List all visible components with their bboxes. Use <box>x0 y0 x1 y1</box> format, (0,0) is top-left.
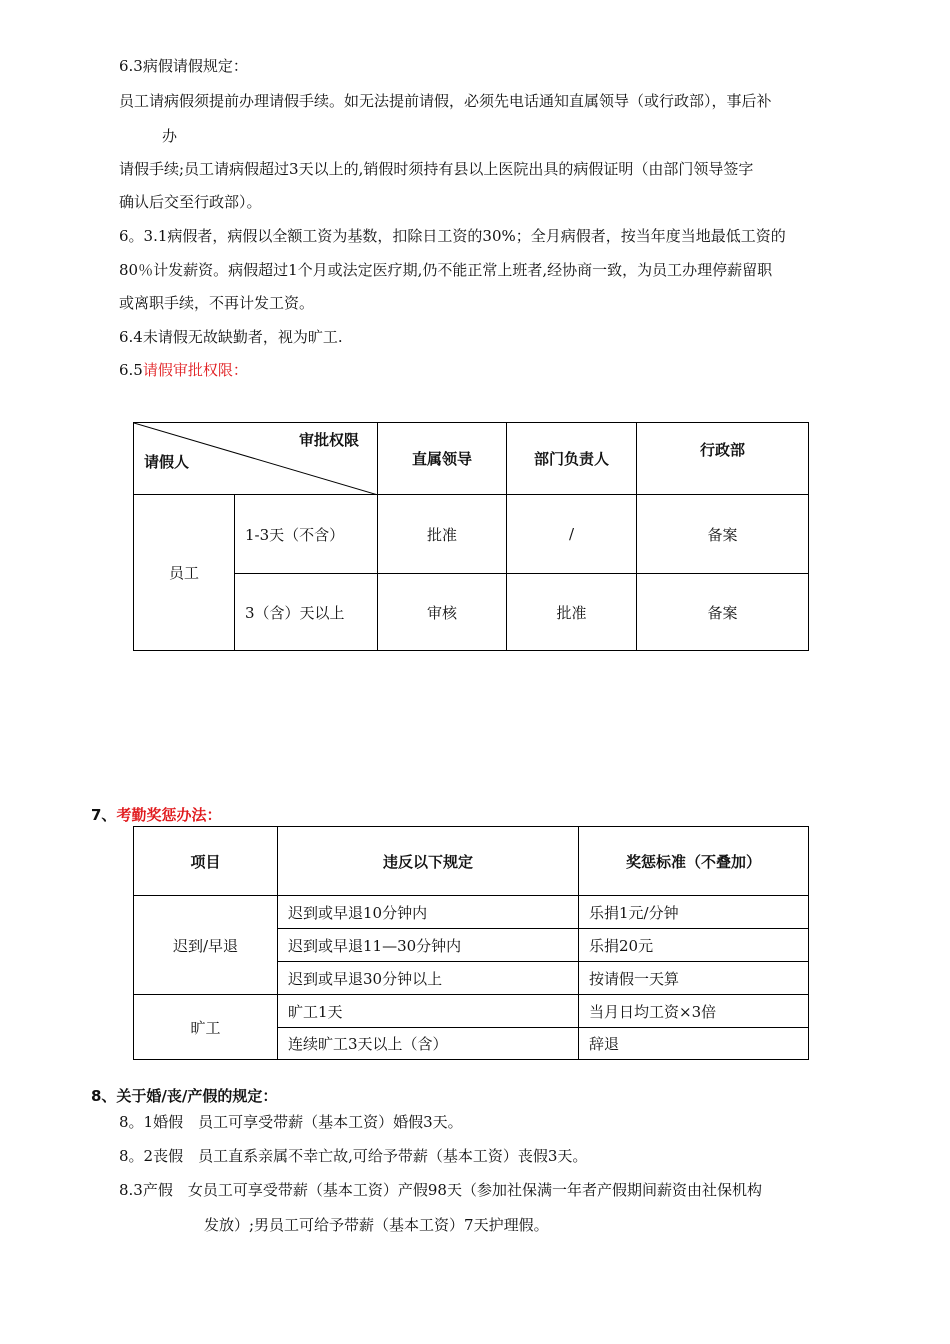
paragraph-line: 8。2丧假 员工直系亲属不幸亡故,可给予带薪（基本工资）丧假3天。 <box>119 1147 588 1165</box>
section-title: 考勤奖惩办法： <box>116 806 222 824</box>
section-title: 请假审批权限： <box>142 361 248 379</box>
table-cell: 备案 <box>637 495 809 574</box>
paragraph-line: 请假手续;员工请病假超过3天以上的,销假时须持有县以上医院出具的病假证明（由部门领导签字 <box>119 160 754 178</box>
paragraph-line: 或离职手续，不再计发工资。 <box>119 294 315 312</box>
section-number: 7、 <box>91 806 117 824</box>
row-group-label: 旷工 <box>134 995 278 1060</box>
paragraph-line: 发放）;男员工可给予带薪（基本工资）7天护理假。 <box>204 1216 549 1234</box>
row-group-label: 迟到/早退 <box>134 896 278 995</box>
standard-cell: 辞退 <box>579 1028 809 1060</box>
standard-cell: 当月日均工资×3倍 <box>579 995 809 1028</box>
table-cell: 审核 <box>378 574 507 651</box>
col-header: 奖惩标准（不叠加） <box>579 827 809 896</box>
standard-cell: 乐捐1元/分钟 <box>579 896 809 929</box>
col-header: 行政部 <box>637 423 809 495</box>
diag-bottom-label: 请假人 <box>144 453 190 471</box>
diag-top-label: 审批权限 <box>298 431 359 449</box>
col-header: 直属领导 <box>378 423 507 495</box>
row-group-label: 员工 <box>134 495 235 651</box>
col-header: 违反以下规定 <box>278 827 579 896</box>
paragraph-line: 办 <box>162 127 178 145</box>
paragraph-line: 员工请病假须提前办理请假手续。如无法提前请假，必须先电话通知直属领导（或行政部），事后补 <box>119 92 772 110</box>
table-cell: / <box>507 495 637 574</box>
rule-cell: 连续旷工3天以上（含） <box>278 1028 579 1060</box>
table-cell: 批准 <box>507 574 637 651</box>
section-6-3-title: 6.3病假请假规定： <box>119 57 248 75</box>
section-8-heading: 8、关于婚/丧/产假的规定： <box>91 1087 278 1105</box>
standard-cell: 按请假一天算 <box>579 962 809 995</box>
paragraph-line: 8.3产假 女员工可享受带薪（基本工资）产假98天（参加社保满一年者产假期间薪资由社保机构 <box>119 1181 762 1199</box>
section-6-5-heading <box>119 360 248 380</box>
rule-cell: 迟到或早退11—30分钟内 <box>278 929 579 962</box>
paragraph-line: 6。3.1病假者，病假以全额工资为基数，扣除日工资的30%；全月病假者，按当年度当地最低工资的 <box>119 227 786 245</box>
rule-cell: 迟到或早退10分钟内 <box>278 896 579 929</box>
paragraph-line: 8。1婚假 员工可享受带薪（基本工资）婚假3天。 <box>119 1113 463 1131</box>
diagonal-header-cell <box>134 423 378 495</box>
section-6-4: 6.4未请假无故缺勤者，视为旷工. <box>119 328 343 346</box>
period-cell: 3（含）天以上 <box>235 574 378 651</box>
table-cell: 批准 <box>378 495 507 574</box>
rule-cell: 旷工1天 <box>278 995 579 1028</box>
col-header: 项目 <box>134 827 278 896</box>
period-cell: 1-3天（不含） <box>235 495 378 574</box>
section-number: 6.5 <box>119 361 143 379</box>
penalty-table <box>133 826 809 1060</box>
col-header: 部门负责人 <box>507 423 637 495</box>
approval-table <box>133 422 809 651</box>
paragraph-line: 确认后交至行政部）。 <box>119 193 262 211</box>
paragraph-line: 80％计发薪资。病假超过1个月或法定医疗期,仍不能正常上班者,经协商一致，为员工办理停薪留职 <box>119 261 773 279</box>
rule-cell: 迟到或早退30分钟以上 <box>278 962 579 995</box>
standard-cell: 乐捐20元 <box>579 929 809 962</box>
section-7-heading <box>91 805 221 825</box>
table-cell: 备案 <box>637 574 809 651</box>
